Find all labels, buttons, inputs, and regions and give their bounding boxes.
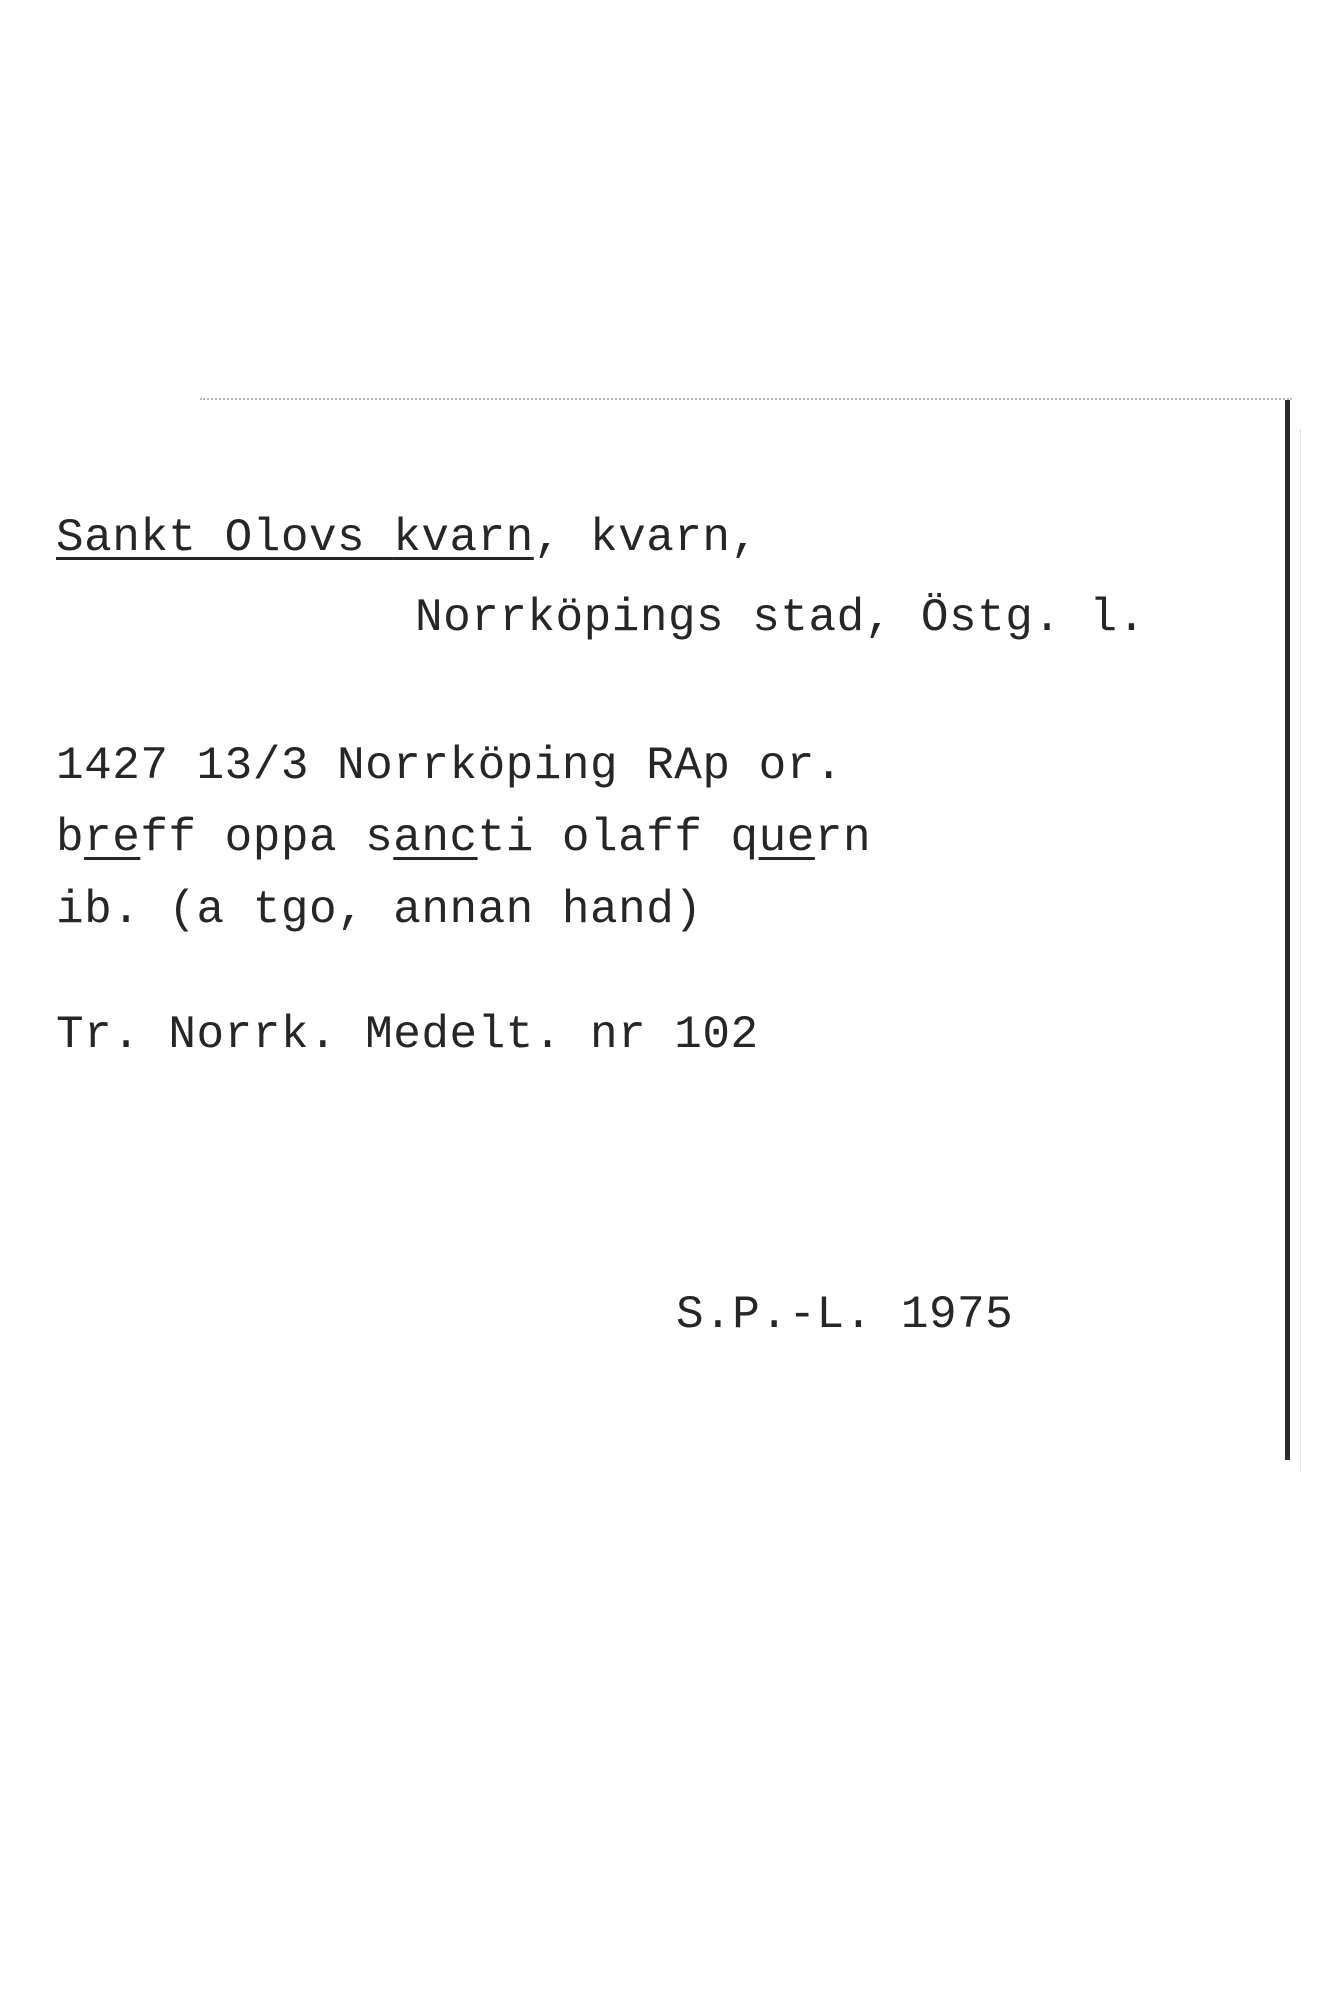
card-heading (56, 512, 759, 564)
heading-name-part1: Sankt Olovs (56, 512, 394, 564)
heading-name-part2: kvarn (393, 512, 534, 564)
entry-line-2-seg4: rn (814, 812, 872, 864)
heading-rest: , kvarn, (533, 512, 759, 564)
signature: S.P.-L. 1975 (676, 1289, 1014, 1341)
entry-line-2-underlined-1: re (84, 812, 141, 864)
card-right-edge (1285, 400, 1290, 1460)
source-reference: Tr. Norrk. Medelt. nr 102 (56, 1009, 759, 1061)
entry-line-2-seg2: ff oppa s (140, 812, 394, 864)
entry-line-1: 1427 13/3 Norrköping RAp or. (56, 740, 843, 792)
card-right-edge-shadow (1300, 430, 1313, 1470)
card-top-edge (200, 398, 1292, 400)
entry-line-3: ib. (a tgo, annan hand) (56, 884, 703, 936)
card-location: Norrköpings stad, Östg. l. (415, 592, 1146, 644)
entry-line-2-underlined-3: ue (758, 812, 815, 864)
entry-line-2-underlined-2: anc (393, 812, 478, 864)
entry-line-2-seg1: b (56, 812, 85, 864)
entry-line-2 (56, 812, 872, 864)
entry-line-2-seg3: ti olaff q (477, 812, 759, 864)
